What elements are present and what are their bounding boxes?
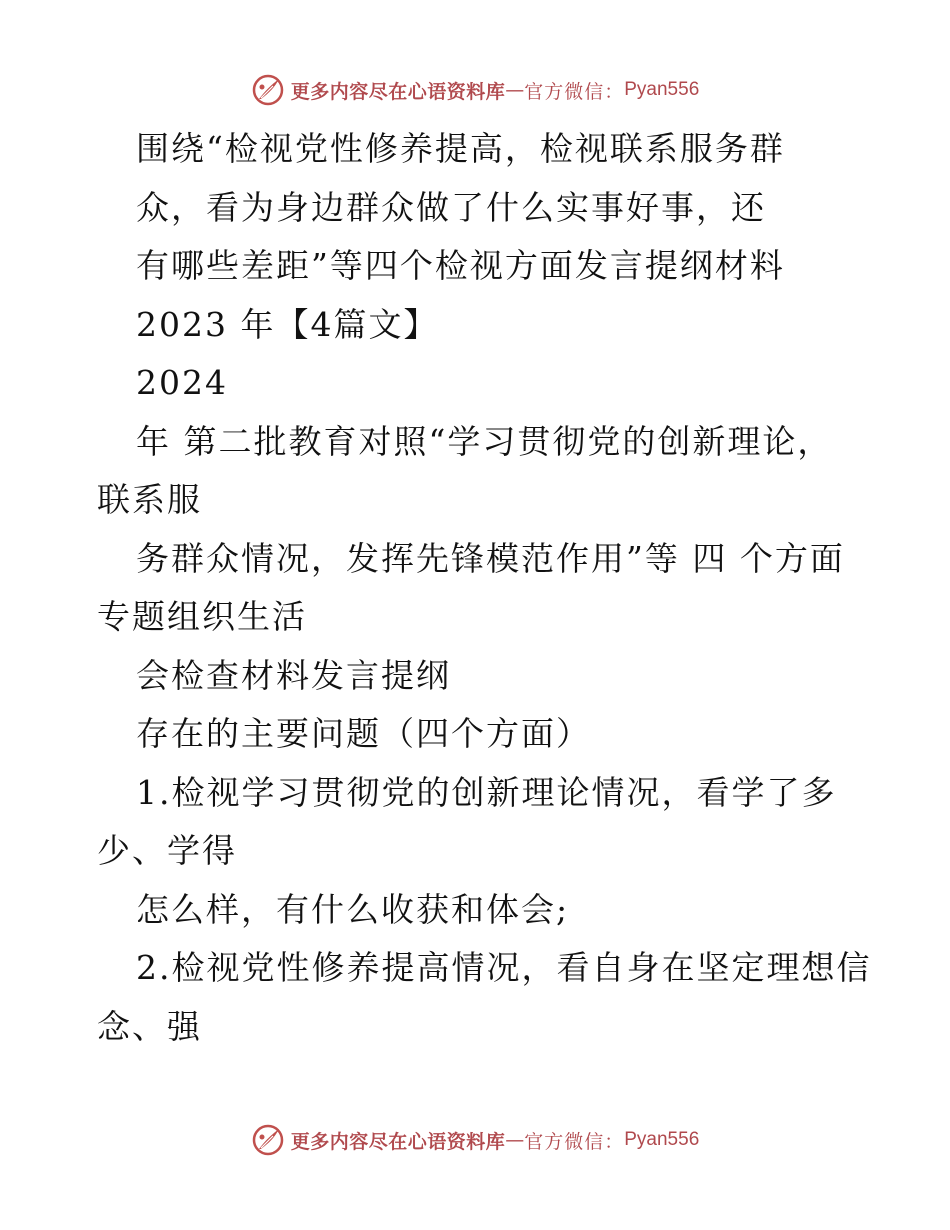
body-line: 念、强 [97,1006,202,1046]
body-line: 2.检视党性修养提高情况，看自身在坚定理想信 [136,948,872,987]
footer-wechat-label: 官方微信： [524,1130,625,1153]
footer-banner-separator: — [505,1129,525,1151]
footer-wechat-id: Pyan556 [624,1129,700,1150]
body-line: 专题组织生活 [97,597,307,636]
body-line: 存在的主要问题（四个方面） [136,714,591,753]
feather-pen-logo-icon [251,1123,285,1157]
footer-banner-text: 更多内容尽在心语资料库 [290,1130,506,1153]
header-banner-separator: — [505,79,525,101]
body-line: 怎么样，有什么收获和体会; [136,889,570,929]
header-banner [0,70,950,110]
body-line: 有哪些差距”等四个检视方面发言提纲材料 [136,246,785,285]
body-line: 务群众情况，发挥先锋模范作用”等 四 个方面 [136,538,845,578]
body-line: 围绕“检视党性修养提高，检视联系服务群 [136,129,785,168]
body-line: 年 第二批教育对照“学习贯彻党的创新理论， [136,421,833,461]
body-line: 联系服 [97,480,202,519]
header-wechat-id: Pyan556 [624,79,700,100]
body-line: 2024 [136,363,228,402]
body-line: 众，看为身边群众做了什么实事好事，还 [136,187,766,227]
header-wechat-label: 官方微信： [524,80,625,103]
body-line: 少、学得 [97,831,237,870]
document-body [97,120,877,1056]
feather-pen-logo-icon [251,73,285,107]
footer-banner [0,1120,950,1160]
body-line: 会检查材料发言提纲 [136,655,451,695]
body-line: 1.检视学习贯彻党的创新理论情况，看学了多 [136,772,837,812]
header-banner-text: 更多内容尽在心语资料库 [290,80,506,103]
body-line: 2023 年【4篇文】 [136,304,439,344]
